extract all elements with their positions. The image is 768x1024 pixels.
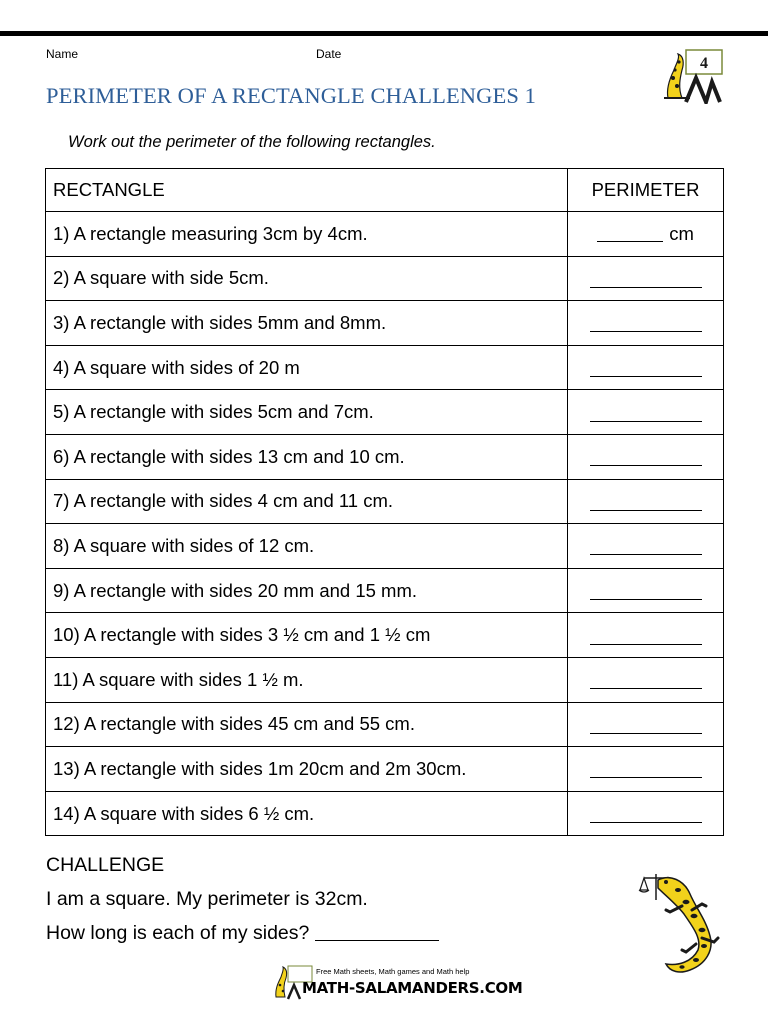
question-text: 12) A rectangle with sides 45 cm and 55 cm. <box>46 702 568 747</box>
question-text: 11) A square with sides 1 ½ m. <box>46 657 568 702</box>
answer-field[interactable] <box>568 390 724 435</box>
table-row <box>46 390 724 435</box>
table-header-row <box>46 169 724 212</box>
footer-branding <box>272 965 523 1001</box>
column-header-perimeter: PERIMETER <box>568 169 724 212</box>
table-row <box>46 568 724 613</box>
column-header-rectangle: RECTANGLE <box>46 169 568 212</box>
answer-blank <box>597 241 663 242</box>
date-label: Date <box>316 47 342 61</box>
footer-site-name[interactable]: MATH-SALAMANDERS.COM <box>302 979 523 997</box>
challenge-question-text: How long is each of my sides? <box>46 922 310 944</box>
worksheet-title: PERIMETER OF A RECTANGLE CHALLENGES 1 <box>46 83 537 108</box>
answer-blank <box>590 286 702 288</box>
answer-blank <box>590 687 702 689</box>
answer-blank <box>590 821 702 823</box>
answer-field[interactable] <box>568 524 724 569</box>
challenge-answer-blank[interactable] <box>315 940 439 941</box>
answer-field[interactable] <box>568 747 724 792</box>
table-row <box>46 791 724 836</box>
table-row <box>46 301 724 346</box>
answer-field[interactable] <box>568 479 724 524</box>
challenge-heading: CHALLENGE <box>46 854 165 876</box>
table-row <box>46 702 724 747</box>
answer-blank <box>590 598 702 600</box>
salamander-scales-icon <box>636 866 726 978</box>
answer-unit: cm <box>669 222 694 244</box>
answer-blank <box>590 464 702 466</box>
question-text: 2) A square with side 5cm. <box>46 256 568 301</box>
answer-blank <box>590 732 702 734</box>
question-text: 6) A rectangle with sides 13 cm and 10 cm. <box>46 434 568 479</box>
top-rule <box>0 31 768 36</box>
table-row <box>46 479 724 524</box>
answer-blank <box>590 643 702 645</box>
answer-blank <box>590 553 702 555</box>
table-row <box>46 657 724 702</box>
footer-tagline: Free Math sheets, Math games and Math help <box>316 967 470 976</box>
answer-field[interactable] <box>568 568 724 613</box>
questions-table <box>45 168 724 836</box>
answer-field[interactable] <box>568 301 724 346</box>
answer-field[interactable] <box>568 657 724 702</box>
logo-number: 4 <box>700 55 708 72</box>
table-row <box>46 345 724 390</box>
salamander-logo-icon <box>660 48 724 104</box>
table-row <box>46 747 724 792</box>
table-row <box>46 434 724 479</box>
answer-blank <box>590 330 702 332</box>
answer-field[interactable] <box>568 702 724 747</box>
question-text: 13) A rectangle with sides 1m 20cm and 2m 30cm. <box>46 747 568 792</box>
challenge-statement: I am a square. My perimeter is 32cm. <box>46 888 368 910</box>
question-text: 14) A square with sides 6 ½ cm. <box>46 791 568 836</box>
answer-field[interactable] <box>568 212 724 257</box>
question-text: 1) A rectangle measuring 3cm by 4cm. <box>46 212 568 257</box>
name-label: Name <box>46 47 79 61</box>
table-row <box>46 524 724 569</box>
question-text: 7) A rectangle with sides 4 cm and 11 cm. <box>46 479 568 524</box>
question-text: 10) A rectangle with sides 3 ½ cm and 1 ½ cm <box>46 613 568 658</box>
answer-field[interactable] <box>568 345 724 390</box>
answer-blank <box>590 776 702 778</box>
answer-field[interactable] <box>568 434 724 479</box>
question-text: 8) A square with sides of 12 cm. <box>46 524 568 569</box>
instructions: Work out the perimeter of the following rectangles. <box>68 133 436 151</box>
table-row <box>46 613 724 658</box>
question-text: 5) A rectangle with sides 5cm and 7cm. <box>46 390 568 435</box>
answer-blank <box>590 375 702 377</box>
answer-field[interactable] <box>568 256 724 301</box>
table-row <box>46 256 724 301</box>
answer-blank <box>590 420 702 422</box>
question-text: 4) A square with sides of 20 m <box>46 345 568 390</box>
challenge-question <box>46 922 439 945</box>
question-text: 3) A rectangle with sides 5mm and 8mm. <box>46 301 568 346</box>
answer-field[interactable] <box>568 613 724 658</box>
table-row <box>46 212 724 257</box>
question-text: 9) A rectangle with sides 20 mm and 15 mm. <box>46 568 568 613</box>
answer-blank <box>590 509 702 511</box>
answer-field[interactable] <box>568 791 724 836</box>
